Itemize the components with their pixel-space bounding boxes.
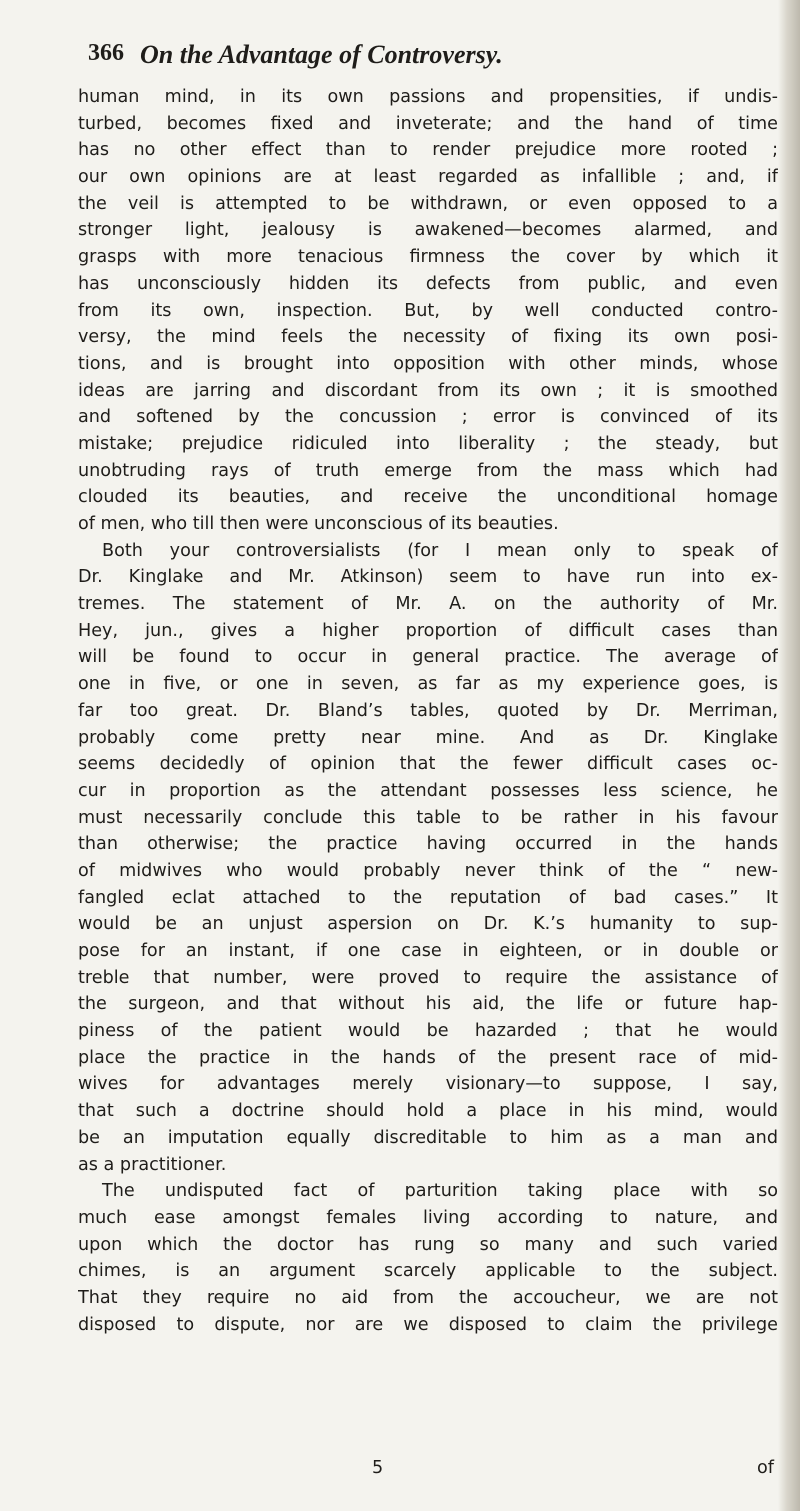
text-line: Hey, jun., gives a higher proportion of difficult cases than bbox=[78, 620, 778, 641]
page-edge-shadow bbox=[778, 0, 800, 1511]
text-line: fangled eclat attached to the reputation of bad cases.” It bbox=[78, 887, 778, 908]
text-line: has unconsciously hidden its defects from public, and even bbox=[78, 273, 778, 294]
text-line: unobtruding rays of truth emerge from the mass which had bbox=[78, 460, 778, 481]
text-line: Dr. Kinglake and Mr. Atkinson) seem to have run into ex- bbox=[78, 567, 778, 588]
text-line: far too great. Dr. Bland’s tables, quoted by Dr. Merriman, bbox=[78, 700, 778, 721]
text-line: That they require no aid from the accoucheur, we are not bbox=[78, 1287, 778, 1308]
text-line: has no other effect than to render prejudice more rooted ; bbox=[78, 140, 778, 161]
page-footer bbox=[78, 1458, 778, 1488]
text-line: would be an unjust aspersion on Dr. K.’s humanity to sup- bbox=[78, 914, 778, 935]
text-line: upon which the doctor has rung so many and such varied bbox=[78, 1234, 778, 1255]
text-line: disposed to dispute, nor are we disposed to claim the privilege bbox=[78, 1314, 778, 1335]
body-text bbox=[78, 84, 778, 1338]
text-line: that such a doctrine should hold a place in his mind, would bbox=[78, 1101, 778, 1122]
text-line: mistake; prejudice ridiculed into liberality ; the steady, but bbox=[78, 433, 778, 454]
text-line: place the practice in the hands of the present race of mid- bbox=[78, 1047, 778, 1068]
text-line: the surgeon, and that without his aid, the life or future hap- bbox=[78, 994, 778, 1015]
text-line: human mind, in its own passions and propensities, if undis- bbox=[78, 87, 778, 107]
text-line: piness of the patient would be hazarded ; that he would bbox=[78, 1021, 778, 1042]
text-line: treble that number, were proved to require the assistance of bbox=[78, 967, 778, 988]
signature-mark: 5 bbox=[372, 1458, 384, 1478]
text-line: one in five, or one in seven, as far as my experience goes, is bbox=[78, 674, 778, 695]
text-line: grasps with more tenacious firmness the cover by which it bbox=[78, 247, 778, 268]
text-line: our own opinions are at least regarded as infallible ; and, if bbox=[78, 167, 778, 188]
text-line: seems decidedly of opinion that the fewer difficult cases oc- bbox=[78, 754, 778, 775]
page-number: 366 bbox=[88, 40, 124, 66]
catchword: of bbox=[757, 1458, 774, 1478]
text-line: clouded its beauties, and receive the unconditional homage bbox=[78, 487, 778, 508]
text-line: tions, and is brought into opposition with other minds, whose bbox=[78, 353, 778, 374]
text-line: from its own, inspection. But, by well conducted contro- bbox=[78, 300, 778, 321]
text-line: of men, who till then were unconscious of its beauties. bbox=[78, 514, 559, 534]
text-line: Both your controversialists (for I mean only to speak of bbox=[102, 540, 778, 561]
text-line: tremes. The statement of Mr. A. on the authority of Mr. bbox=[78, 594, 778, 615]
text-line: of midwives who would probably never think of the “ new- bbox=[78, 860, 778, 881]
text-line: than otherwise; the practice having occurred in the hands bbox=[78, 834, 778, 855]
text-line: turbed, becomes fixed and inveterate; and the hand of time bbox=[78, 113, 778, 134]
text-line: much ease amongst females living according to nature, and bbox=[78, 1207, 778, 1228]
running-title: On the Advantage of Controversy. bbox=[140, 40, 503, 69]
text-line: must necessarily conclude this table to be rather in his favour bbox=[78, 807, 778, 828]
text-line: be an imputation equally discreditable to him as a man and bbox=[78, 1127, 778, 1148]
text-line: cur in proportion as the attendant possesses less science, he bbox=[78, 780, 778, 801]
text-line: versy, the mind feels the necessity of fixing its own posi- bbox=[78, 327, 778, 348]
text-line: the veil is attempted to be withdrawn, or even opposed to a bbox=[78, 193, 778, 214]
text-line: The undisputed fact of parturition taking place with so bbox=[102, 1181, 778, 1202]
text-line: ideas are jarring and discordant from its own ; it is smoothed bbox=[78, 380, 778, 401]
text-line: as a practitioner. bbox=[78, 1154, 227, 1175]
text-line: will be found to occur in general practice. The average of bbox=[78, 647, 778, 668]
text-line: chimes, is an argument scarcely applicable to the subject. bbox=[78, 1261, 778, 1282]
page-header bbox=[88, 40, 778, 84]
text-line: probably come pretty near mine. And as Dr. Kinglake bbox=[78, 727, 778, 748]
text-line: and softened by the concussion ; error is convinced of its bbox=[78, 407, 778, 428]
text-line: pose for an instant, if one case in eighteen, or in double or bbox=[78, 941, 778, 961]
text-line: wives for advantages merely visionary—to suppose, I say, bbox=[78, 1074, 778, 1095]
text-line: stronger light, jealousy is awakened—becomes alarmed, and bbox=[78, 220, 778, 241]
